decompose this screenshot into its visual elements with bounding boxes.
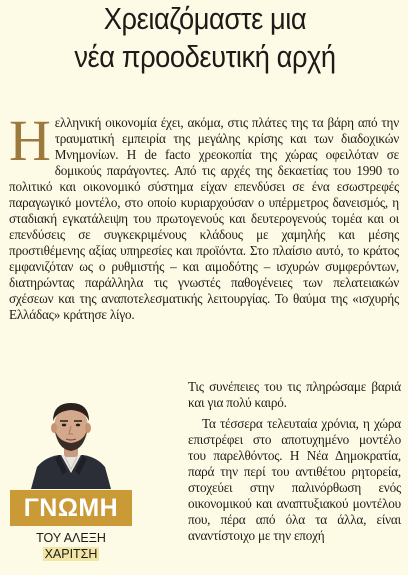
author-portrait-photo: [27, 395, 115, 489]
author-portrait: [27, 395, 115, 489]
drop-cap: Η: [9, 108, 51, 173]
headline-line-1: Χρειαζόμαστε μια: [103, 1, 307, 36]
paragraph-1-text: ελληνική οικονομία έχει, ακόμα, στις πλάτες της τα βάρη από την τραυματική εμπειρία της μεγάλης κρίσης και των διαδοχικών Μνημονίων. Η de facto χρεοκοπία της χώρας οφειλόταν σε δομικούς παράγοντες. Από τις αρχές της δεκαετίας του 1990 το πολιτικό και οικονομικό σύστημα είχαν επενδύσει σε ένα εσωστρεφές παραγωγικό μοντέλο, στο οποίο κυριαρχούσαν ο υπέρμετρος δανεισμός, η σταδιακή εγκατάλειψη του πρωτογενούς και δευτερογενούς τομέα και οι επενδύσεις σε συγκεκριμένους κλάδους με χαμηλής και μέσης προστιθέμενης αξίας υπηρεσίες και προϊόντα. Στο πλαίσιο αυτό, το κράτος εμφανιζόταν ως ο ρυθμιστής – και αιμοδότης – ισχυρών συμφερόντων, διατηρώντας παράλληλα τις γνωστές παθογένειες των πελατειακών σχέσεων και της αναποτελεσματικής λειτουργίας. Το θαύμα της «ισχυρής Ελλάδας» κράτησε λίγο.: [9, 115, 399, 322]
article-headline: [32, 0, 379, 76]
opinion-label: ΓΝΩΜΗ: [10, 490, 132, 526]
article-body: [9, 108, 399, 323]
byline-prefix: ΤΟΥ ΑΛΕΞΗ: [36, 531, 106, 545]
headline-line-2: νέα προοδευτική αρχή: [74, 39, 336, 74]
right-paragraph-1: Τις συνέπειες του τις πληρώσαμε βαριά και για πολύ καιρό.: [188, 379, 401, 410]
article-paragraph-1: [9, 108, 399, 323]
right-paragraph-2: Τα τέσσερα τελευταία χρόνια, η χώρα επιστρέφει στο αποτυχημένο μοντέλο του παρελθόντος. Η Νέα Δημοκρατία, παρά την περί του αντιθέτου ρητορεία, στοχεύει στην παλινόρθωση ενός οικονομικού και αναπτυξιακού μοντέλου που, πέρα από όλα τα άλλα, είναι αναντίστοιχο με την εποχή: [188, 416, 401, 543]
article-right-column: [188, 379, 401, 544]
author-byline: [10, 530, 132, 562]
byline-surname: ΧΑΡΙΤΣΗ: [44, 547, 98, 561]
